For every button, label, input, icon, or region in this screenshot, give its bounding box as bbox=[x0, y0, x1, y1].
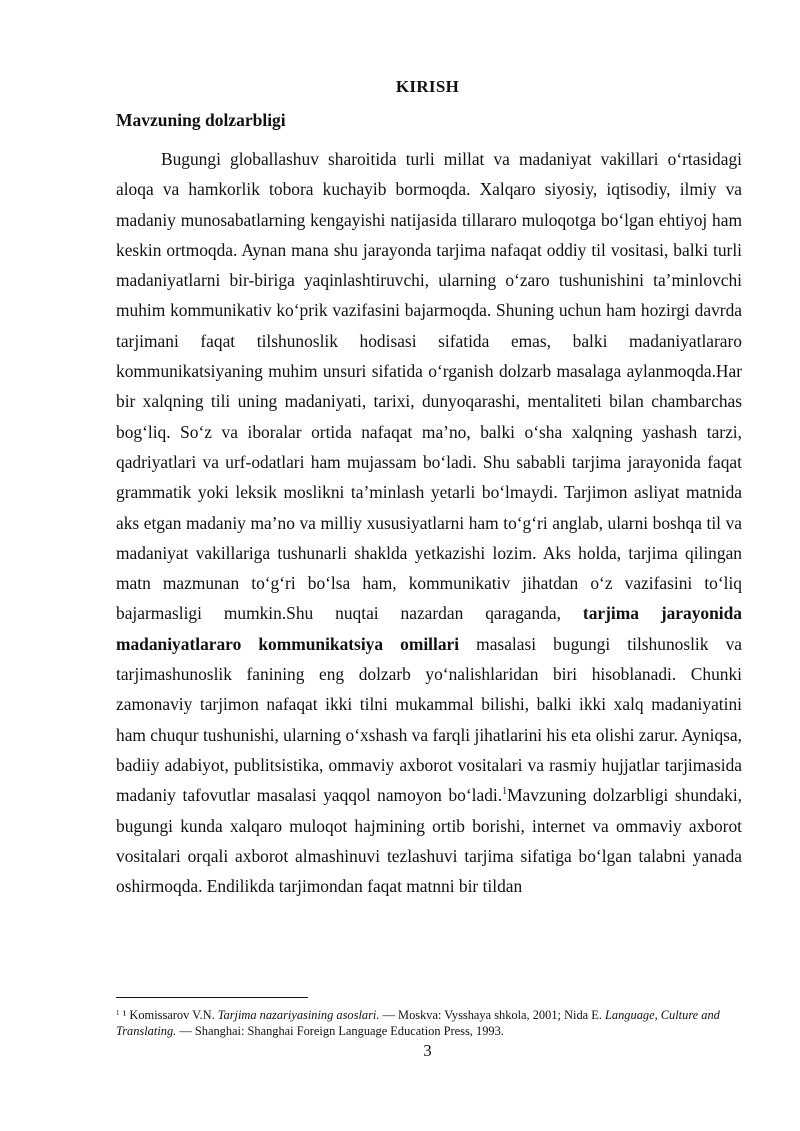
body-paragraph bbox=[116, 144, 742, 901]
subsection-heading: Mavzuning dolzarbligi bbox=[116, 110, 286, 130]
footnote-marker: 1 bbox=[116, 1009, 120, 1017]
body-text-part-1: Bugungi globallashuv sharoitida turli millat va madaniyat vakillari o‘rtasidagi aloqa va hamkorlik tobora kuchayib bormoqda. Xalqaro siyosiy, iqtisodiy, ilmiy va madaniy munosabatlarning kengayishi natijasida tillararo muloqotga bo‘lgan ehtiyoj ham keskin ortmoqda. Aynan mana shu jarayonda tarjima nafaqat oddiy til vositasi, balki turli madaniyatlarni bir-biriga yaqinlashtiruvchi, ularning o‘zaro tushunishini ta’minlovchi muhim kommunikativ ko‘prik vazifasini bajarmoqda. Shuning uchun ham hozirgi davrda tarjimani faqat tilshunoslik hodisasi sifatida emas, balki madaniyatlararo kommunikatsiyaning muhim unsuri sifatida o‘rganish dolzarb masalaga aylanmoqda.Har bir xalqning tili uning madaniyati, tarixi, dunyoqarashi, mentaliteti bilan chambarchas bog‘liq. So‘z va iboralar ortida nafaqat ma’no, balki o‘sha xalqning yashash tarzi, qadriyatlari va urf-odatlari ham mujassam bo‘ladi. Shu sababli tarjima jarayonida faqat grammatik yoki leksik moslikni ta’minlash yetarli bo‘lmaydi. Tarjimon asliyat matnida aks etgan madaniy ma’no va milliy xususiyatlarni ham to‘g‘ri anglab, ularni boshqa til va madaniyat vakillariga tushunarli shaklda yetkazishi lozim. Aks holda, tarjima qilingan matn mazmunan to‘g‘ri bo‘lsa ham, kommunikativ jihatdan o‘z vazifasini to‘liq bajarmasligi mumkin.Shu nuqtai nazardan qaraganda, bbox=[116, 149, 742, 624]
footnote bbox=[116, 1008, 742, 1039]
body-text-part-3: Mavzuning dolzarbligi shundaki, bugungi kunda xalqaro muloqot hajmining ortib borishi, internet va ommaviy axborot vositalari orqali axborot almashinuvi tezlashuvi tarjima sifatiga bo‘lgan talabni yanada oshirmoqda. Endilikda tarjimondan faqat matnni bir tildan bbox=[116, 785, 743, 897]
page-number: 3 bbox=[423, 1041, 432, 1060]
footnote-mid: — Moskva: Vysshaya shkola, 2001; Nida E. bbox=[379, 1008, 606, 1022]
footnote-title-2: Language, Culture and Translating. bbox=[116, 1008, 720, 1038]
footnote-tail: — Shanghai: Shanghai Foreign Language Education Press, 1993. bbox=[176, 1023, 504, 1038]
body-text-part-2: masalasi bugungi tilshunoslik va tarjimashunoslik fanining eng dolzarb yo‘nalishlaridan biri hisoblanadi. Chunki zamonaviy tarjimon nafaqat ikki tilni mukammal bilishi, balki ikki xalq madaniyatini ham chuqur tushunishi, ularning o‘xshash va farqli jihatlarini his eta olishi zarur. Ayniqsa, badiiy adabiyot, publitsistika, ommaviy axborot vositalari va rasmiy hujjatlar tarjimasida madaniy tafovutlar masalasi yaqqol namoyon bo‘ladi. bbox=[116, 633, 742, 806]
footnote-reference[interactable]: 1 bbox=[502, 786, 508, 798]
footnote-title-1: Tarjima nazariyasining asoslari. bbox=[217, 1008, 380, 1022]
section-heading: KIRISH bbox=[395, 77, 460, 96]
footnote-lead: ¹ Komissarov V.N. bbox=[119, 1008, 218, 1022]
body-bold-phrase: tarjima jarayonida madaniyatlararo kommunikatsiya omillari bbox=[116, 603, 742, 654]
footnote-separator bbox=[116, 997, 308, 998]
